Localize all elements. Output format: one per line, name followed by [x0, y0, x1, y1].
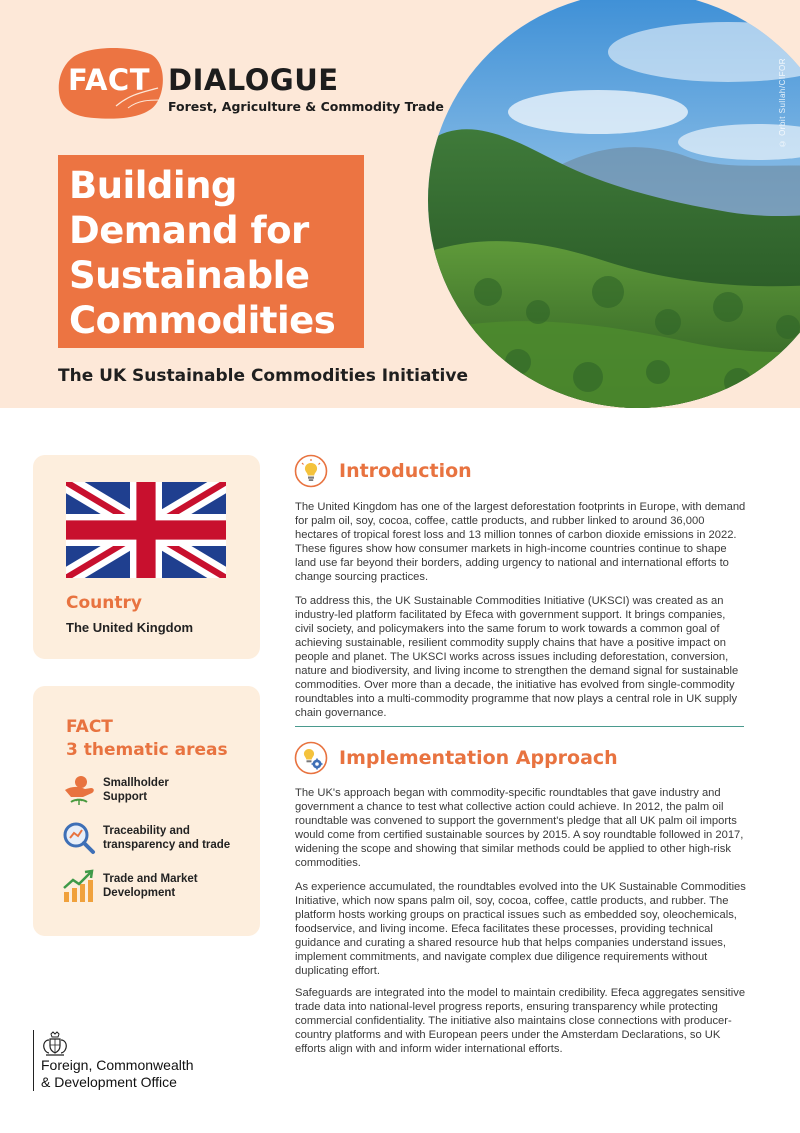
smallholder-hand-icon	[61, 772, 97, 808]
thematic-area-smallholder	[61, 772, 251, 810]
introduction-paragraph-2: To address this, the UK Sustainable Commodities Initiative (UKSCI) was created as an industry-led platform facilitated by Efeca with government support. It brings companies, civil society, and policymakers into the same forum to work towards a common goal of achieving sustainable, resilient commodity supply chains that have a positive impact on people and planet. The UKSCI works across issues including deforestation, conversion, nature and biodiversity, and living income to strengthen the demand signal for sustainable commodities. Over more than a decade, the initiative has evolved from single-commodity roundtables into a multi-commodity programme that now plays a central role in UK supply chain governance.	[295, 595, 739, 719]
section-divider	[295, 726, 744, 727]
royal-crest-icon	[40, 1031, 70, 1057]
growth-chart-icon	[61, 868, 97, 904]
fcdo-logo-bar	[33, 1030, 34, 1091]
fcdo-name: Foreign, Commonwealth & Development Office	[41, 1057, 194, 1090]
thematic-area-label: Traceability and transparency and trade	[103, 825, 231, 851]
country-value: The United Kingdom	[66, 620, 194, 635]
lightbulb-icon	[294, 454, 328, 488]
page-title: Building Demand for Sustainable Commodities	[69, 164, 336, 342]
thematic-area-label: Smallholder Support	[103, 777, 169, 803]
header-banner	[0, 0, 800, 408]
page-subtitle: The UK Sustainable Commodities Initiative	[58, 366, 468, 386]
country-label: Country	[66, 593, 142, 613]
logo-fact-text: FACT	[68, 63, 150, 97]
implementation-heading: Implementation Approach	[339, 747, 618, 769]
magnifier-chart-icon	[61, 820, 97, 856]
logo-dialogue-text: DIALOGUE	[168, 63, 339, 97]
implementation-paragraph-3: Safeguards are integrated into the model to maintain credibility. Efeca aggregates sensitive trade data into national-level progress reports, ensuring transparency while protecting commercial confidentiality. The initiative also maintains close connections with producer-country platforms and with European peers under the Amsterdam Declarations, so UK efforts align with and inform wider international efforts.	[295, 987, 746, 1055]
forest-hero-image	[428, 0, 800, 408]
fcdo-logo	[33, 1030, 233, 1092]
introduction-paragraph-1: The United Kingdom has one of the largest deforestation footprints in Europe, with demand for palm oil, soy, cocoa, coffee, cattle products, and rubber linked to around 36,000 hectares of tropical forest loss and 13 million tonnes of carbon dioxide emissions in 2022. These figures show how consumer markets in high-income countries continue to shape land use far beyond their borders, adding urgency to national and international efforts to change sourcing practices.	[295, 501, 746, 583]
title-box	[58, 155, 364, 348]
thematic-area-traceability	[61, 820, 251, 858]
photo-credit: © Orbit Sullah/CIFOR	[778, 58, 787, 149]
fact-dialogue-logo	[58, 48, 444, 122]
thematic-area-trade-market	[61, 868, 251, 906]
thematic-areas-title: FACT 3 thematic areas	[66, 717, 228, 760]
union-jack-flag-icon	[66, 482, 226, 578]
thematic-area-label: Trade and Market Development	[103, 873, 198, 899]
gear-lightbulb-icon	[294, 741, 328, 775]
introduction-heading: Introduction	[339, 460, 472, 482]
thematic-areas-card	[33, 686, 260, 936]
country-card	[33, 455, 260, 659]
implementation-paragraph-2: As experience accumulated, the roundtables evolved into the UK Sustainable Commodities Initiative, which now spans palm oil, soy, cocoa, coffee, cattle products, and rubber. The platform hosts working groups on practical issues such as embedded soy, oleochemicals, foodservice, and living income. Efeca facilitates these processes, providing technical guidance and curating a shared resource hub that helps companies understand issues, implement commitments, and navigate complex due diligence requirements without duplicating effort.	[295, 881, 746, 977]
logo-subtitle: Forest, Agriculture & Commodity Trade	[168, 99, 444, 114]
implementation-paragraph-1: The UK's approach began with commodity-specific roundtables that gave industry and government a chance to test what collective action could achieve. In 2012, the palm oil roundtable was convened to support the government's pledge that all UK palm oil imports would come from certified sustainable sources by 2015. A soy roundtable followed in 2017, widening the scope and showing that similar methods could be applied to other high-risk commodities.	[295, 787, 744, 869]
